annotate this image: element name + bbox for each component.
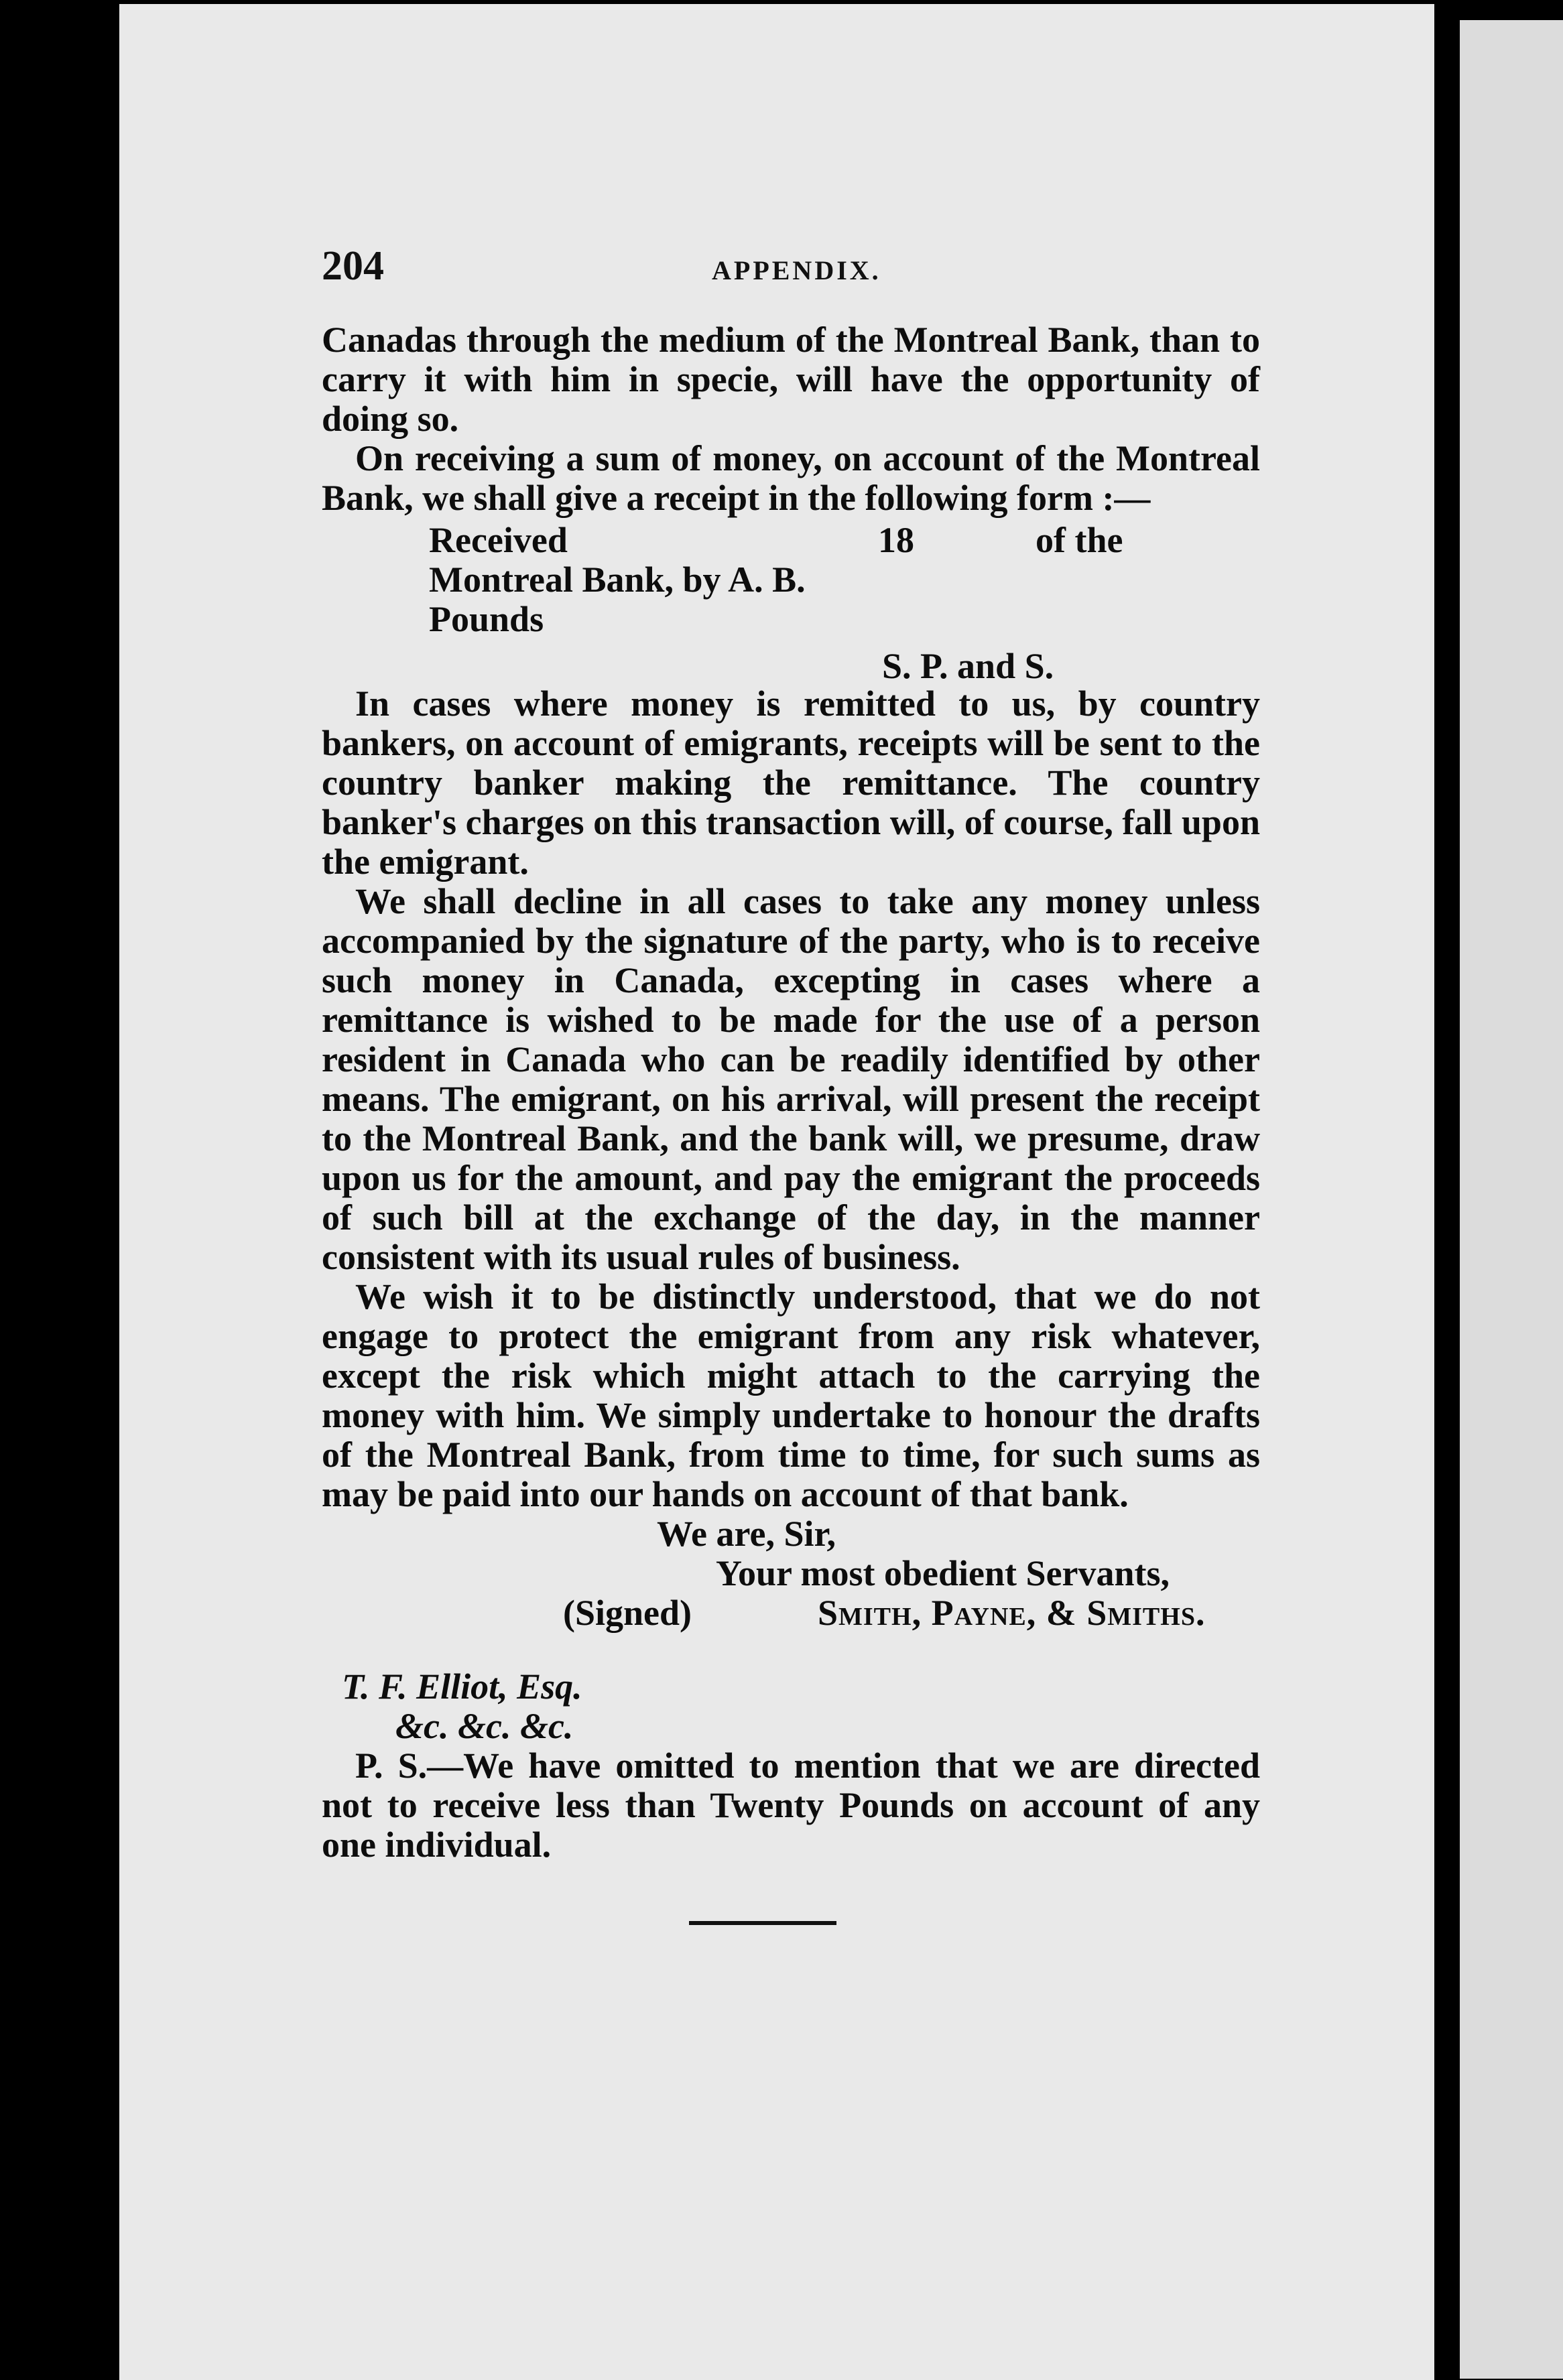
adjacent-page-edge [1460, 20, 1563, 2379]
section-rule [689, 1921, 836, 1925]
addressee-name: T. F. Elliot, Esq. [342, 1666, 582, 1707]
receipt-bank-line: Montreal Bank, by A. B. [429, 559, 806, 600]
postscript: P. S.—We have omitted to mention that we are directed not to receive less than Twenty Pounds on account of any one individual. [322, 1745, 1260, 1865]
paragraph-continuation: Canadas through the medium of the Montreal Bank, than to carry it with him in specie, will have the opportunity of doing so. [322, 320, 1260, 439]
addressee [322, 1667, 1260, 1746]
receipt-received: Received [429, 520, 568, 560]
closing-signed: (Signed) [563, 1593, 692, 1633]
receipt-signature: S. P. and S. [882, 646, 1054, 686]
letter-closing [322, 1514, 1260, 1662]
receipt-pounds: Pounds [429, 599, 544, 639]
paragraph-risk-disclaimer: We wish it to be distinctly understood, that we do not engage to protect the emigrant from any risk whatever, except the risk which might attach to the carrying the money with him. We simply undertake to honour the drafts of the Montreal Bank, from time to time, for such sums as may be paid into our hands on account of that bank. [322, 1276, 1260, 1514]
page-body [322, 320, 1260, 1925]
page-number: 204 [322, 243, 384, 289]
closing-firm: Smith, Payne, & Smiths. [818, 1593, 1206, 1633]
receipt-form [322, 520, 1260, 686]
paragraph-receipt-intro: On receiving a sum of money, on account of the Montreal Bank, we shall give a receipt in the following form :— [322, 438, 1260, 518]
paragraph-country-bankers: In cases where money is remitted to us, by country bankers, on account of emigrants, receipts will be sent to the country banker making the remittance. The country banker's charges on this transaction will, of course, fall upon the emigrant. [322, 683, 1260, 882]
receipt-year: 18 [878, 520, 914, 560]
running-head: APPENDIX. [712, 255, 881, 285]
receipt-of-the: of the [1036, 520, 1123, 560]
page-header [322, 243, 1260, 296]
paragraph-signature-requirement: We shall decline in all cases to take any money unless accompanied by the signature of the party, who is to receive such money in Canada, excepting in cases where a remittance is wished to be made for the use of a person resident in Canada who can be readily identified by other means. The emigrant, on his arrival, will present the receipt to the Montreal Bank, and the bank will, we presume, draw upon us for the amount, and pay the emigrant the proceeds of such bill at the exchange of the day, in the manner consistent with its usual rules of business. [322, 881, 1260, 1277]
addressee-etc: &c. &c. &c. [395, 1706, 574, 1746]
closing-servants: Your most obedient Servants, [716, 1553, 1170, 1593]
closing-we-are: We are, Sir, [657, 1514, 836, 1554]
